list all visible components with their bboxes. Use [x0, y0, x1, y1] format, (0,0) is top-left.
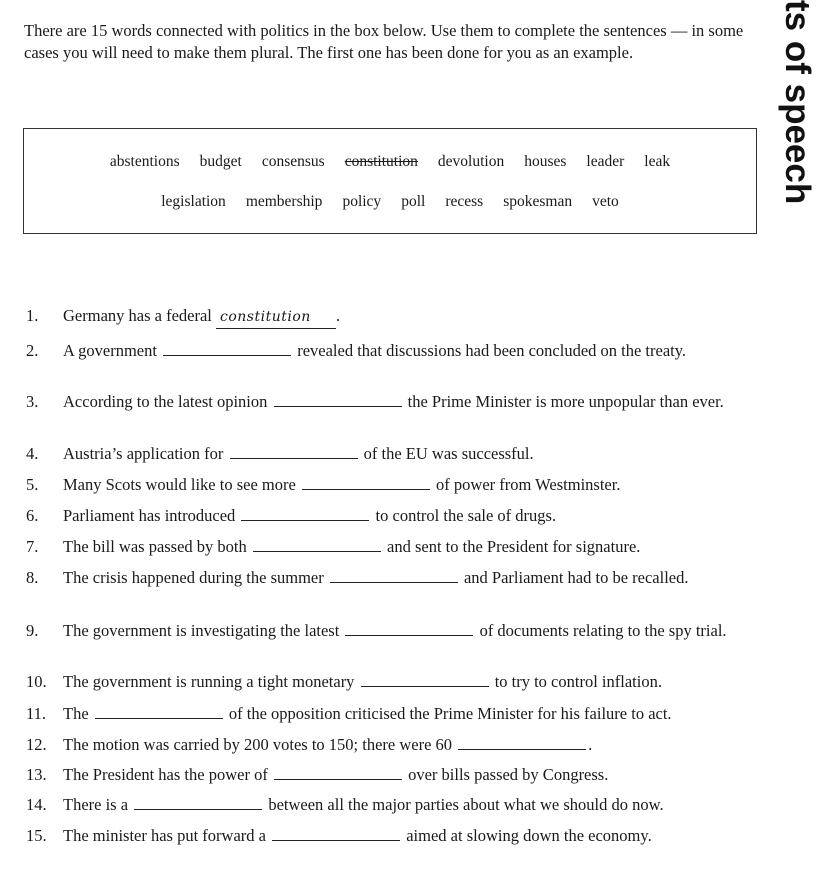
question-text-after: to control the sale of drugs. [375, 506, 557, 525]
word: poll [401, 193, 426, 210]
word: devolution [437, 153, 505, 170]
question-3 [26, 391, 761, 412]
example-answer: constitution [216, 307, 336, 329]
question-text-before: The President has the power of [63, 765, 268, 784]
word: membership [245, 193, 323, 210]
word-box [23, 128, 757, 234]
instructions: There are 15 words connected with politics in the box below. Use them to complete the sentences — in some cases you will need to make them plural. The first one has been done for you as an example. [24, 21, 744, 62]
question-10 [26, 671, 761, 692]
question-text-before: Many Scots would like to see more [63, 475, 296, 494]
word: leader [586, 153, 625, 170]
question-text-after: to try to control inflation. [494, 672, 662, 691]
question-number: 10. [26, 672, 47, 691]
question-number: 7. [26, 537, 39, 556]
question-15 [26, 825, 761, 846]
question-number: 11. [26, 704, 47, 723]
answer-blank[interactable] [330, 581, 458, 583]
question-text-after: of the opposition criticised the Prime Minister for his failure to act. [228, 704, 672, 723]
answer-blank[interactable] [272, 839, 400, 841]
word-crossed-out: constitution [344, 153, 418, 170]
question-2 [26, 340, 761, 361]
question-number: 8. [26, 568, 39, 587]
question-text-after: . [336, 306, 341, 325]
answer-blank[interactable] [253, 550, 381, 552]
question-text-after: the Prime Minister is more unpopular than ever. [407, 392, 724, 411]
word: spokesman [503, 193, 573, 210]
question-number: 9. [26, 621, 39, 640]
question-text-after: and sent to the President for signature. [387, 537, 641, 556]
question-number: 3. [26, 392, 39, 411]
question-text-before: The motion was carried by 200 votes to 150; there were 60 [63, 735, 453, 754]
question-text-after: revealed that discussions had been concluded on the treaty. [297, 341, 687, 360]
question-text-after: between all the major parties about what we should do now. [268, 795, 664, 814]
question-text-after: aimed at slowing down the economy. [406, 826, 652, 845]
question-text-before: Austria’s application for [63, 444, 224, 463]
question-text-after: . [588, 735, 593, 754]
question-text-before: Germany has a federal [63, 306, 212, 325]
question-text-before: Parliament has introduced [63, 506, 236, 525]
question-5 [26, 474, 761, 495]
question-number: 14. [26, 795, 47, 814]
question-number: 1. [26, 306, 39, 325]
question-number: 13. [26, 765, 47, 784]
question-text-before: The minister has put forward a [63, 826, 266, 845]
answer-blank[interactable] [458, 748, 586, 750]
word: houses [524, 153, 567, 170]
answer-blank[interactable] [274, 405, 402, 407]
answer-blank[interactable] [241, 519, 369, 521]
question-text-before: The government is running a tight monetary [63, 672, 355, 691]
question-text-before: A government [63, 341, 157, 360]
question-text-before: There is a [63, 795, 129, 814]
question-number: 12. [26, 735, 47, 754]
question-text-before: According to the latest opinion [63, 392, 268, 411]
answer-blank[interactable] [302, 488, 430, 490]
word: abstentions [109, 153, 180, 170]
question-text-after: of power from Westminster. [436, 475, 621, 494]
word-row-1 [24, 153, 756, 171]
answer-blank[interactable] [274, 778, 402, 780]
word: budget [199, 153, 242, 170]
question-8 [26, 567, 761, 588]
question-13 [26, 764, 761, 785]
question-text-after: over bills passed by Congress. [408, 765, 609, 784]
word: consensus [261, 153, 325, 170]
question-6 [26, 505, 761, 526]
question-text-before: The crisis happened during the summer [63, 568, 324, 587]
side-heading-text: ts of speech [778, 0, 817, 205]
question-text-before: The government is investigating the latest [63, 621, 340, 640]
question-text-after: of documents relating to the spy trial. [479, 621, 727, 640]
side-heading [775, 0, 820, 240]
word: recess [445, 193, 484, 210]
question-1 [26, 305, 761, 329]
answer-blank[interactable] [134, 808, 262, 810]
question-number: 15. [26, 826, 47, 845]
word: policy [342, 193, 382, 210]
question-14 [26, 794, 761, 815]
question-number: 5. [26, 475, 39, 494]
answer-blank[interactable] [163, 354, 291, 356]
answer-blank[interactable] [361, 685, 489, 687]
question-7 [26, 536, 761, 557]
answer-blank[interactable] [95, 717, 223, 719]
word: legislation [161, 193, 226, 210]
question-number: 4. [26, 444, 39, 463]
answer-blank[interactable] [230, 457, 358, 459]
word: veto [592, 193, 619, 210]
word-row-2 [24, 193, 756, 211]
question-4 [26, 443, 761, 464]
question-11 [26, 703, 761, 724]
question-text-after: of the EU was successful. [363, 444, 534, 463]
question-number: 6. [26, 506, 39, 525]
question-9 [26, 620, 761, 641]
answer-blank[interactable] [345, 634, 473, 636]
word: leak [644, 153, 671, 170]
question-text-after: and Parliament had to be recalled. [463, 568, 689, 587]
question-text-before: The [63, 704, 89, 723]
question-text-before: The bill was passed by both [63, 537, 247, 556]
question-number: 2. [26, 341, 39, 360]
question-12 [26, 734, 761, 755]
